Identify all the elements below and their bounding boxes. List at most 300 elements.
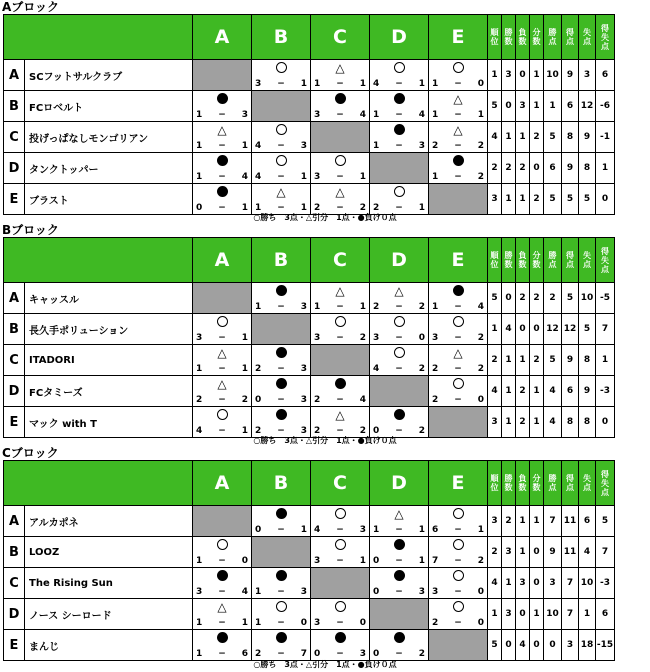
triangle-icon: △: [394, 507, 404, 521]
win-icon: [370, 315, 428, 331]
stat-value: 12: [562, 314, 579, 345]
score-dash: −: [336, 110, 344, 120]
self-match-cell: [311, 345, 370, 376]
stat-value: 1: [530, 599, 544, 630]
row-letter: D: [4, 153, 25, 184]
match-score: [255, 649, 307, 659]
match-score: [432, 110, 484, 120]
stat-value: 4: [516, 630, 530, 661]
score-against: 2: [477, 364, 484, 374]
match-score: [314, 618, 366, 628]
win-icon: [193, 408, 251, 424]
match-result-cell: [311, 506, 370, 537]
stat-value: 4: [502, 314, 516, 345]
match-result-cell: [193, 568, 252, 599]
team-row: [4, 184, 615, 215]
stat-value: 11: [562, 537, 579, 568]
legend: ○勝ち 3点・△引分 1点・●負け０点: [253, 660, 397, 669]
match-score: [432, 79, 484, 89]
match-score: [196, 556, 248, 566]
stat-header: [530, 461, 544, 506]
match-score: [314, 525, 366, 535]
open-circle-icon: [453, 601, 464, 612]
column-header-a: A: [193, 238, 252, 283]
score-for: 1: [196, 556, 203, 566]
team-row: [4, 630, 615, 661]
self-match-cell: [252, 537, 311, 568]
stat-value: 10: [544, 599, 562, 630]
stat-value: 1: [530, 506, 544, 537]
win-icon: [252, 123, 310, 139]
team-name: FCタミーズ: [25, 376, 193, 407]
stat-header: [488, 461, 502, 506]
score-against: 3: [300, 302, 307, 312]
score-dash: −: [218, 587, 226, 597]
stat-value: 9: [579, 376, 596, 407]
score-against: 2: [477, 172, 484, 182]
stat-header: [562, 15, 579, 60]
match-result-cell: [193, 376, 252, 407]
match-result-cell: [311, 314, 370, 345]
match-result-cell: [193, 314, 252, 345]
open-circle-icon: [394, 62, 405, 73]
match-result-cell: [252, 153, 311, 184]
score-for: 4: [373, 79, 380, 89]
filled-circle-icon: [276, 632, 287, 643]
stat-value: 2: [502, 506, 516, 537]
self-match-cell: [370, 599, 429, 630]
score-dash: −: [218, 333, 226, 343]
match-score: [196, 203, 248, 213]
score-dash: −: [454, 110, 462, 120]
column-header-a: A: [193, 15, 252, 60]
stat-value: 10: [544, 60, 562, 91]
stat-header-label: 順 位: [490, 28, 499, 46]
match-result-cell: [429, 60, 488, 91]
stat-value: 2: [530, 184, 544, 215]
stat-value: 0: [530, 314, 544, 345]
open-circle-icon: [453, 570, 464, 581]
row-letter: B: [4, 314, 25, 345]
match-score: [432, 364, 484, 374]
match-result-cell: [370, 630, 429, 661]
stat-header-label: 失 点: [583, 251, 591, 269]
score-dash: −: [454, 525, 462, 535]
stat-value: -5: [596, 283, 615, 314]
loss-icon: [311, 631, 369, 647]
header-row: [4, 238, 615, 283]
score-for: 2: [373, 302, 380, 312]
stat-value: 11: [562, 506, 579, 537]
score-for: 3: [314, 556, 321, 566]
score-against: 6: [241, 649, 248, 659]
stat-value: 2: [516, 407, 530, 438]
match-score: [255, 395, 307, 405]
filled-circle-icon: [453, 285, 464, 296]
triangle-icon: △: [217, 123, 227, 137]
draw-icon: [193, 377, 251, 392]
score-against: 4: [418, 110, 425, 120]
stat-value: 2: [530, 345, 544, 376]
win-icon: [252, 154, 310, 170]
open-circle-icon: [217, 409, 228, 420]
stat-header-label: 負 数: [518, 474, 527, 492]
self-match-cell: [370, 376, 429, 407]
self-match-cell: [429, 407, 488, 438]
team-name: 長久手ポリューション: [25, 314, 193, 345]
self-match-cell: [193, 60, 252, 91]
loss-icon: [193, 631, 251, 647]
score-for: 1: [255, 587, 262, 597]
draw-icon: [193, 123, 251, 138]
row-letter: E: [4, 184, 25, 215]
match-result-cell: [193, 630, 252, 661]
match-result-cell: [311, 283, 370, 314]
filled-circle-icon: [217, 186, 228, 197]
stat-value: 12: [544, 314, 562, 345]
score-against: 2: [477, 141, 484, 151]
stat-value: 1: [579, 599, 596, 630]
match-score: [432, 333, 484, 343]
stat-value: 1: [488, 314, 502, 345]
stat-value: -6: [596, 91, 615, 122]
score-dash: −: [395, 556, 403, 566]
open-circle-icon: [335, 539, 346, 550]
match-score: [432, 395, 484, 405]
stat-value: 0: [516, 599, 530, 630]
stat-header: [596, 238, 615, 283]
match-score: [373, 302, 425, 312]
open-circle-icon: [394, 186, 405, 197]
score-dash: −: [277, 525, 285, 535]
score-against: 4: [359, 110, 366, 120]
filled-circle-icon: [335, 632, 346, 643]
loss-icon: [429, 284, 487, 300]
score-for: 4: [314, 525, 321, 535]
score-against: 2: [359, 203, 366, 213]
score-for: 3: [314, 333, 321, 343]
draw-icon: [429, 92, 487, 107]
score-for: 1: [432, 110, 439, 120]
stat-header-label: 失 点: [583, 28, 591, 46]
score-dash: −: [336, 302, 344, 312]
match-result-cell: [429, 122, 488, 153]
stat-value: 1: [530, 91, 544, 122]
stat-value: 7: [562, 568, 579, 599]
score-dash: −: [395, 333, 403, 343]
stat-value: 2: [516, 376, 530, 407]
filled-circle-icon: [276, 570, 287, 581]
self-match-cell: [252, 314, 311, 345]
match-score: [432, 525, 484, 535]
match-result-cell: [429, 153, 488, 184]
team-name: FCロベルト: [25, 91, 193, 122]
row-letter: A: [4, 60, 25, 91]
stat-value: 8: [579, 345, 596, 376]
score-dash: −: [218, 618, 226, 628]
score-dash: −: [454, 587, 462, 597]
score-for: 4: [255, 172, 262, 182]
score-against: 2: [418, 649, 425, 659]
stat-value: 6: [579, 506, 596, 537]
self-match-cell: [252, 91, 311, 122]
score-against: 3: [300, 141, 307, 151]
match-result-cell: [370, 537, 429, 568]
match-score: [432, 556, 484, 566]
match-result-cell: [311, 184, 370, 215]
score-for: 0: [373, 426, 380, 436]
draw-icon: [370, 284, 428, 299]
stat-value: 5: [488, 630, 502, 661]
team-row: [4, 91, 615, 122]
score-against: 1: [418, 556, 425, 566]
match-score: [314, 556, 366, 566]
stat-value: 5: [562, 283, 579, 314]
triangle-icon: △: [394, 284, 404, 298]
stat-header: [502, 15, 516, 60]
score-against: 2: [241, 395, 248, 405]
match-score: [373, 141, 425, 151]
stat-value: 1: [502, 376, 516, 407]
score-against: 2: [359, 426, 366, 436]
team-name: マック with T: [25, 407, 193, 438]
match-result-cell: [429, 314, 488, 345]
stat-header: [516, 461, 530, 506]
score-for: 1: [432, 302, 439, 312]
draw-icon: [429, 123, 487, 138]
match-result-cell: [429, 283, 488, 314]
match-result-cell: [252, 122, 311, 153]
match-score: [432, 172, 484, 182]
score-for: 1: [314, 79, 321, 89]
stat-header-label: 失 点: [583, 474, 591, 492]
score-dash: −: [336, 79, 344, 89]
match-result-cell: [429, 506, 488, 537]
column-header-e: E: [429, 15, 488, 60]
score-against: 4: [241, 172, 248, 182]
team-row: [4, 153, 615, 184]
row-letter: D: [4, 376, 25, 407]
match-result-cell: [311, 376, 370, 407]
team-name: ノース シーロード: [25, 599, 193, 630]
stat-value: 1: [502, 568, 516, 599]
team-name: LOOZ: [25, 537, 193, 568]
win-icon: [429, 538, 487, 554]
score-for: 2: [255, 426, 262, 436]
stat-value: 7: [562, 599, 579, 630]
match-result-cell: [370, 407, 429, 438]
score-for: 0: [196, 203, 203, 213]
score-dash: −: [395, 302, 403, 312]
score-for: 2: [373, 203, 380, 213]
score-dash: −: [454, 556, 462, 566]
score-against: 2: [477, 556, 484, 566]
column-header-b: B: [252, 15, 311, 60]
block-a: [0, 0, 650, 215]
score-for: 2: [314, 203, 321, 213]
open-circle-icon: [453, 316, 464, 327]
score-for: 1: [373, 141, 380, 151]
filled-circle-icon: [335, 93, 346, 104]
score-dash: −: [218, 556, 226, 566]
open-circle-icon: [217, 539, 228, 550]
match-result-cell: [429, 537, 488, 568]
stat-value: 4: [544, 376, 562, 407]
match-result-cell: [311, 153, 370, 184]
open-circle-icon: [453, 539, 464, 550]
stat-value: 10: [579, 568, 596, 599]
draw-icon: [311, 185, 369, 200]
filled-circle-icon: [276, 285, 287, 296]
stat-value: 3: [502, 60, 516, 91]
block-c: [0, 446, 650, 661]
score-dash: −: [277, 395, 285, 405]
stat-value: 18: [579, 630, 596, 661]
stat-value: 0: [530, 568, 544, 599]
score-for: 6: [432, 525, 439, 535]
score-for: 3: [373, 333, 380, 343]
team-name: アルカポネ: [25, 506, 193, 537]
stat-value: 6: [596, 599, 615, 630]
score-dash: −: [218, 203, 226, 213]
stat-value: 1: [502, 122, 516, 153]
stat-value: 0: [516, 314, 530, 345]
open-circle-icon: [453, 508, 464, 519]
stat-value: 9: [544, 537, 562, 568]
open-circle-icon: [453, 378, 464, 389]
score-against: 1: [300, 172, 307, 182]
filled-circle-icon: [276, 347, 287, 358]
score-dash: −: [395, 110, 403, 120]
match-score: [255, 172, 307, 182]
stat-value: 1: [596, 345, 615, 376]
stat-value: 0: [596, 407, 615, 438]
stat-value: 5: [579, 314, 596, 345]
stat-value: 3: [516, 91, 530, 122]
draw-icon: [311, 408, 369, 423]
score-for: 0: [314, 649, 321, 659]
column-header-c: C: [311, 15, 370, 60]
score-against: 1: [241, 333, 248, 343]
match-score: [255, 364, 307, 374]
score-for: 3: [314, 110, 321, 120]
team-row: [4, 283, 615, 314]
score-against: 2: [418, 426, 425, 436]
score-dash: −: [395, 364, 403, 374]
win-icon: [370, 61, 428, 77]
stat-value: 3: [516, 568, 530, 599]
score-against: 4: [477, 302, 484, 312]
row-letter: C: [4, 345, 25, 376]
score-dash: −: [336, 618, 344, 628]
self-match-cell: [193, 506, 252, 537]
score-against: 3: [300, 364, 307, 374]
score-dash: −: [218, 110, 226, 120]
score-dash: −: [454, 172, 462, 182]
score-against: 2: [418, 302, 425, 312]
score-against: 1: [241, 203, 248, 213]
stat-value: 7: [596, 537, 615, 568]
match-score: [314, 426, 366, 436]
match-result-cell: [193, 122, 252, 153]
stat-header: [544, 238, 562, 283]
team-name: SCフットサルクラブ: [25, 60, 193, 91]
stat-header-label: 勝 数: [504, 251, 513, 269]
self-match-cell: [429, 630, 488, 661]
stat-header: [502, 461, 516, 506]
open-circle-icon: [394, 316, 405, 327]
match-result-cell: [193, 599, 252, 630]
triangle-icon: △: [217, 346, 227, 360]
triangle-icon: △: [335, 61, 345, 75]
score-for: 1: [373, 110, 380, 120]
win-icon: [429, 507, 487, 523]
stat-header: [579, 461, 596, 506]
match-result-cell: [252, 60, 311, 91]
stat-header: [530, 238, 544, 283]
score-dash: −: [454, 333, 462, 343]
stat-value: -15: [596, 630, 615, 661]
match-score: [255, 618, 307, 628]
score-for: 1: [196, 110, 203, 120]
match-result-cell: [429, 376, 488, 407]
stat-value: 7: [596, 314, 615, 345]
team-row: [4, 122, 615, 153]
stat-value: 4: [579, 537, 596, 568]
legend: ○勝ち 3点・△引分 1点・●負け０点: [253, 436, 397, 445]
match-result-cell: [311, 407, 370, 438]
filled-circle-icon: [217, 155, 228, 166]
match-score: [196, 649, 248, 659]
match-score: [373, 364, 425, 374]
header-row: [4, 15, 615, 60]
match-score: [196, 172, 248, 182]
match-score: [314, 649, 366, 659]
stat-value: 3: [502, 537, 516, 568]
column-header-d: D: [370, 15, 429, 60]
score-for: 1: [255, 203, 262, 213]
match-score: [196, 395, 248, 405]
block-title: Aブロック: [2, 0, 60, 14]
score-for: 2: [314, 395, 321, 405]
draw-icon: [311, 284, 369, 299]
score-for: 3: [255, 79, 262, 89]
win-icon: [311, 154, 369, 170]
score-dash: −: [277, 79, 285, 89]
block-title: Cブロック: [2, 446, 59, 460]
match-score: [196, 618, 248, 628]
match-result-cell: [370, 283, 429, 314]
score-for: 0: [373, 556, 380, 566]
open-circle-icon: [276, 601, 287, 612]
score-for: 1: [196, 364, 203, 374]
filled-circle-icon: [276, 508, 287, 519]
score-against: 1: [359, 556, 366, 566]
stat-header: [596, 15, 615, 60]
row-letter: B: [4, 537, 25, 568]
score-for: 3: [432, 333, 439, 343]
match-score: [255, 203, 307, 213]
score-against: 3: [359, 525, 366, 535]
stat-value: 9: [562, 345, 579, 376]
score-dash: −: [395, 203, 403, 213]
header-corner: [4, 238, 193, 283]
win-icon: [311, 507, 369, 523]
score-dash: −: [336, 172, 344, 182]
column-header-c: C: [311, 461, 370, 506]
match-score: [255, 302, 307, 312]
open-circle-icon: [335, 155, 346, 166]
